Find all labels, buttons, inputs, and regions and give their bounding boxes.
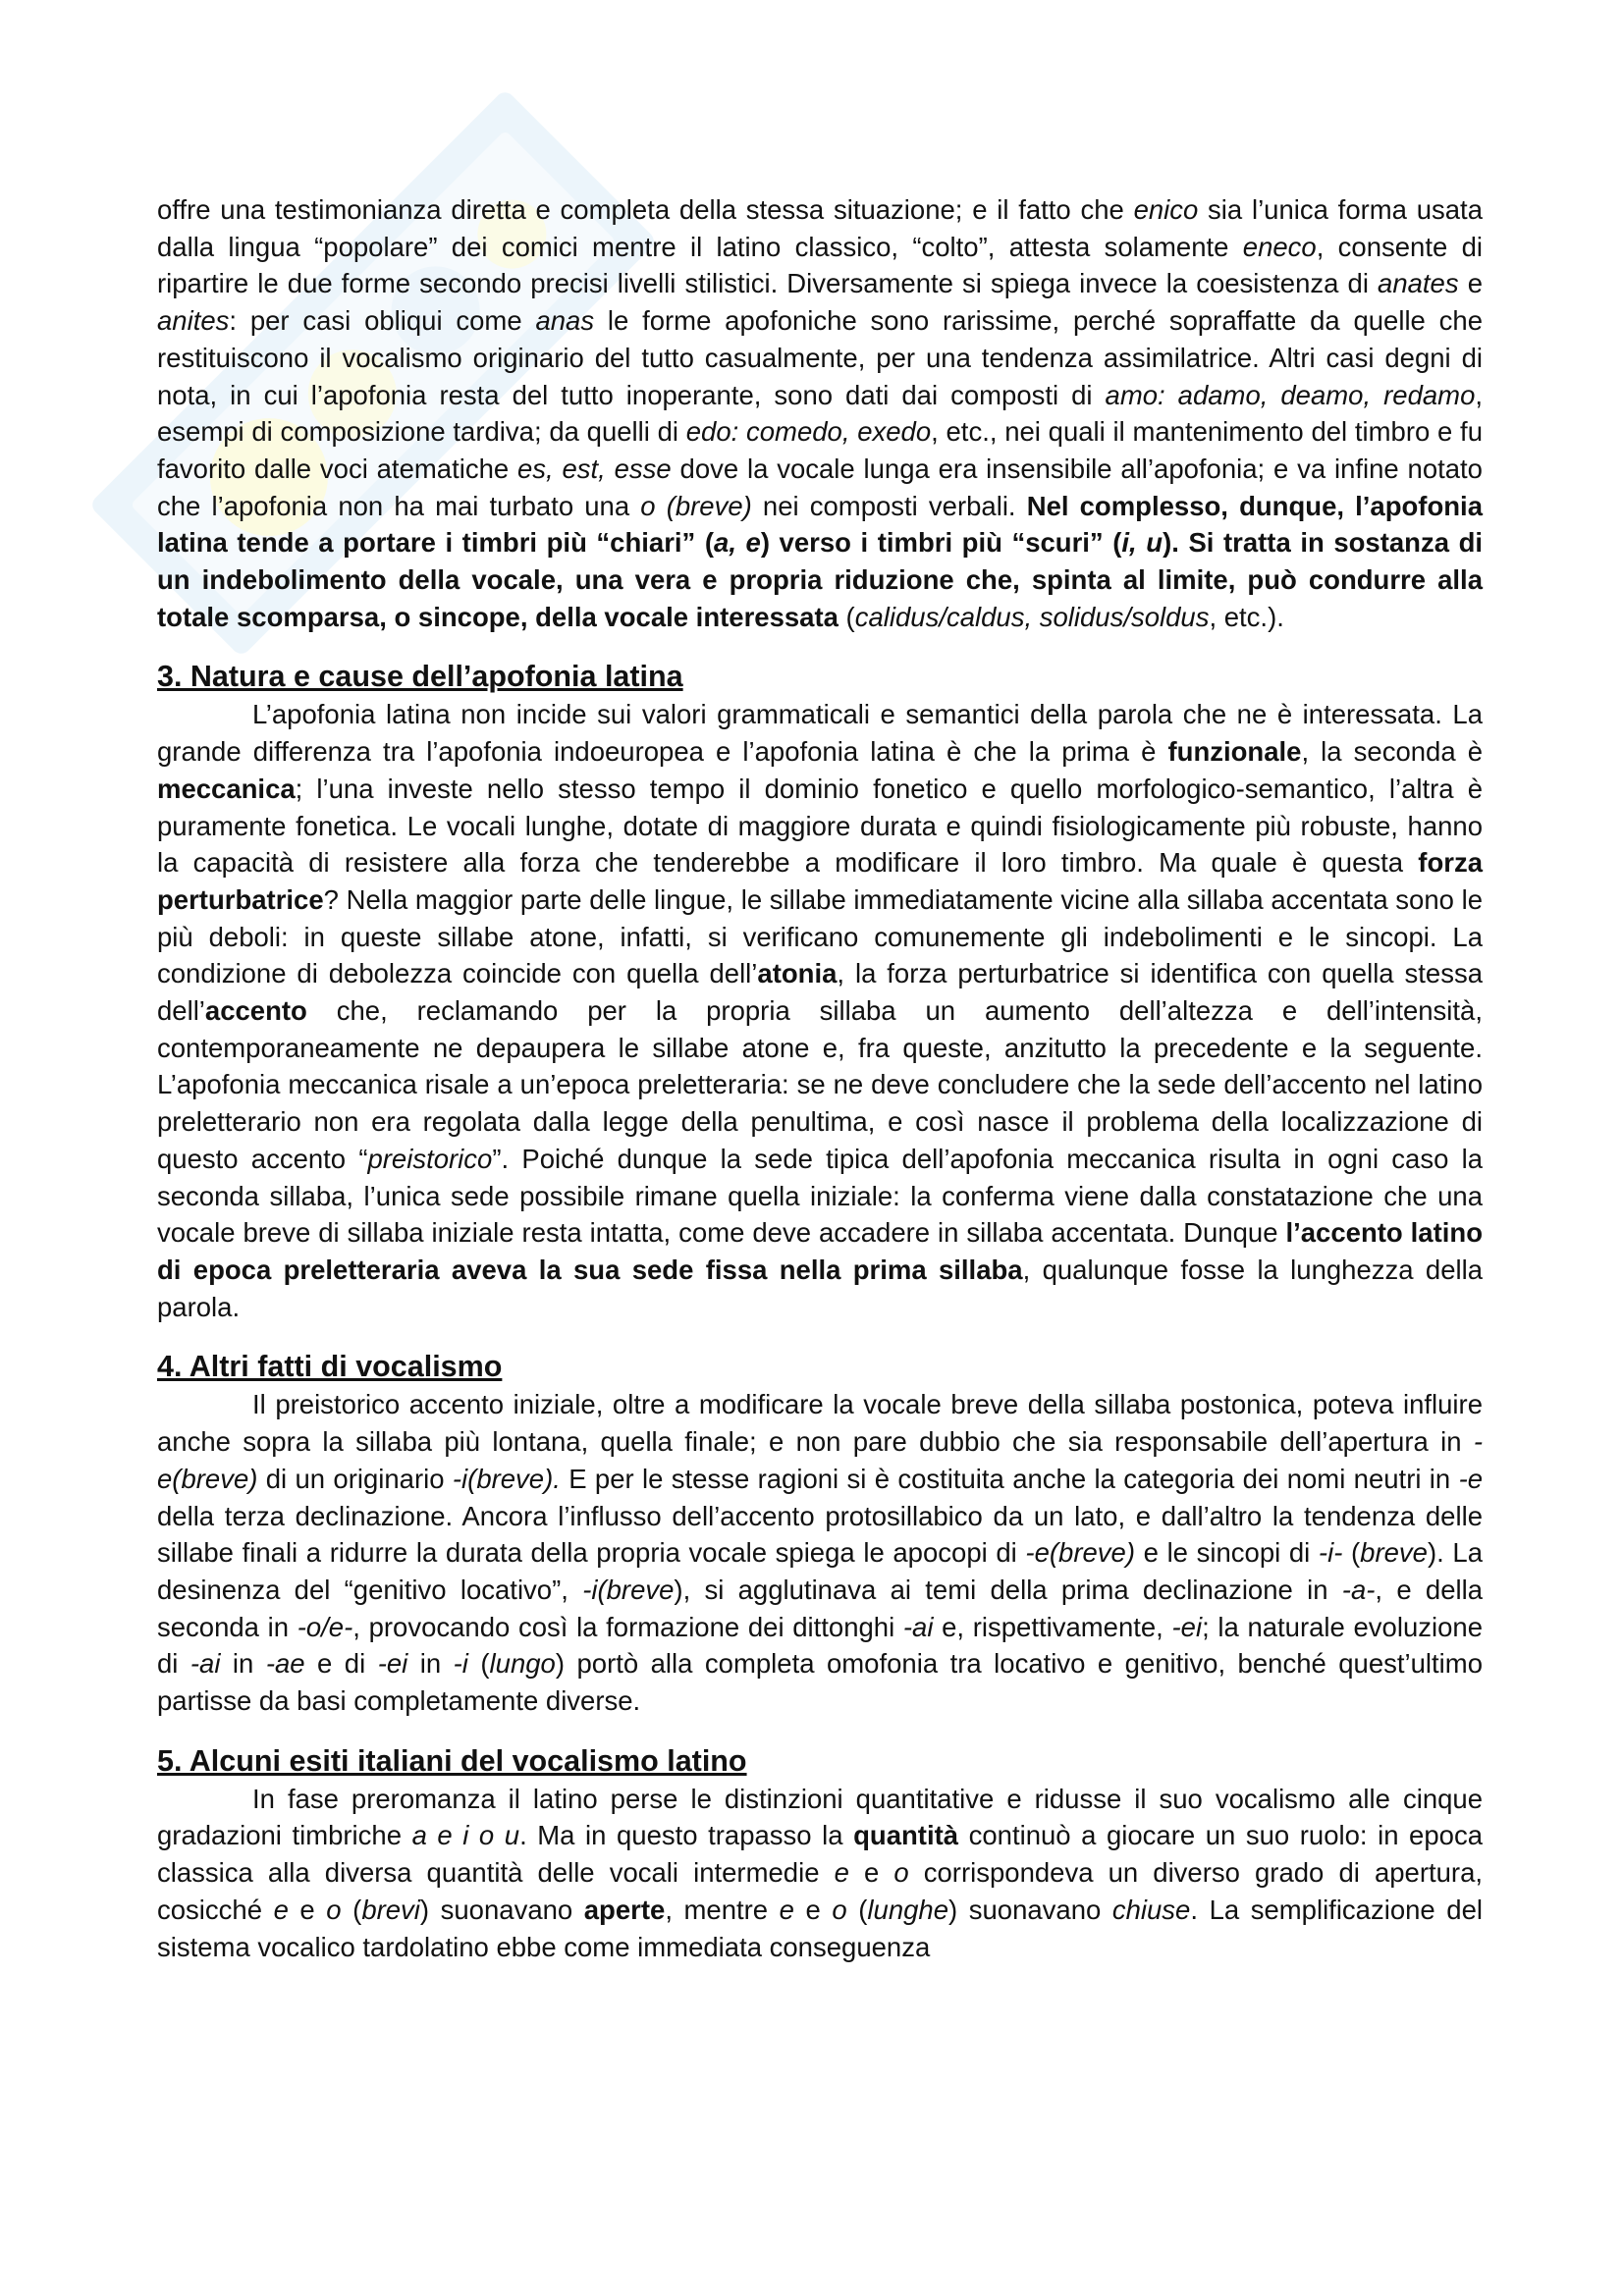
text-run: in [220, 1648, 266, 1680]
text-run: ) verso i timbri più “scuri” ( [760, 527, 1122, 559]
text-run: aperte [583, 1894, 666, 1925]
text-run: e [779, 1894, 794, 1925]
text-run: -o/e- [297, 1611, 353, 1642]
text-run: breve [606, 1574, 675, 1605]
text-run: e [288, 1894, 327, 1925]
text-run: quantità [853, 1820, 959, 1851]
text-run: lunghe [867, 1894, 949, 1925]
text-run: e [1458, 268, 1483, 299]
text-run: , mentre [665, 1894, 780, 1925]
text-run: -ae [265, 1648, 305, 1680]
page-content [157, 191, 1483, 1965]
text-run: o [893, 1857, 909, 1889]
text-run: -e(breve) [1025, 1537, 1135, 1569]
text-run: continuò a giocare un suo ruolo: in epoca classica alla diversa quantità delle vocali intermedie [157, 1820, 1483, 1889]
text-run: -i- [1318, 1537, 1343, 1569]
text-run: brevi [361, 1894, 420, 1925]
text-run: edo: comedo, exedo [685, 416, 932, 448]
text-run: o [326, 1894, 342, 1925]
text-run: ; l’una investe nello stesso tempo il dominio fonetico e quello morfologico-semantico, l’altra è puramente fonetica. Le vocali lunghe, dotate di maggiore durata e quindi fisiologicamente più robuste, hanno la capacità di resistere alla forza che tenderebbe a modificare il loro timbro. Ma quale è questa [157, 773, 1483, 879]
text-run: enico [1133, 194, 1199, 225]
text-run: , etc., nei quali il mantenimento del timbro e fu favorito dalle voci atematiche [157, 416, 1483, 484]
text-run: amo: adamo, deamo, redamo [1105, 379, 1476, 410]
text-run: della terza declinazione. Ancora l’influsso dell’accento protosillabico da un lato, e dall’altro la tendenza delle sillabe finali a ridurre la durata della propria vocale spiega le apocopi di [157, 1500, 1483, 1569]
text-run: di un originario [257, 1463, 453, 1494]
text-run: -ei [1171, 1611, 1203, 1642]
text-run: e di [304, 1648, 378, 1680]
text-run: -ai [189, 1648, 221, 1680]
text-run: ”. Poiché dunque la sede tipica dell’apofonia meccanica risulta in ogni caso la seconda sillaba, l’unica sede possibile rimane quella iniziale: la conferma viene dalla constatazione che una vocale breve di sillaba iniziale resta intatta, come deve accadere in sillaba accentata. Dunque [157, 1143, 1483, 1249]
text-run: , provocando così la formazione dei dittonghi [352, 1611, 903, 1642]
text-run: eneco [1242, 231, 1317, 262]
text-run: anates [1378, 268, 1459, 299]
paragraph-intro [157, 191, 1483, 635]
text-run: ( [341, 1894, 362, 1925]
text-run: l’accento latino di epoca preletteraria aveva la sua sede fissa nella prima sillaba [157, 1217, 1483, 1285]
text-run: , etc.). [1209, 601, 1284, 632]
text-run: i, u [1121, 527, 1163, 559]
text-run: offre una testimonianza diretta e completa della stessa situazione; e il fatto che [157, 194, 1134, 225]
text-run: , la forza perturbatrice si identifica con quella stessa dell’ [157, 958, 1484, 1027]
text-run: -e(breve) [157, 1426, 1483, 1494]
text-run: ? Nella maggior parte delle lingue, le sillabe immediatamente vicine alla sillaba accentata sono le più deboli: in queste sillabe atone, infatti, si verificano comunemente gli indebolimenti e le sincopi. La condizione di debolezza coincide con quella dell’ [157, 883, 1483, 989]
text-run: ( [1342, 1537, 1361, 1569]
text-run: , qualunque fosse la lunghezza della parola. [157, 1254, 1483, 1322]
heading-section-4: 4. Altri fatti di vocalismo [157, 1350, 503, 1384]
text-run: lungo [489, 1648, 556, 1680]
text-run: -ei [377, 1648, 408, 1680]
text-run: , consente di ripartire le due forme secondo precisi livelli stilistici. Diversamente si spiega invece la coesistenza di [157, 231, 1484, 299]
text-run: calidus/caldus, solidus/soldus [854, 601, 1210, 632]
text-run: ( [846, 1894, 868, 1925]
paragraph-section-5 [157, 1781, 1483, 1966]
text-run: meccanica [157, 773, 296, 804]
text-run: a, e [714, 527, 761, 559]
text-run: dove la vocale lunga era insensibile all’apofonia; e va infine notato che l’apofonia non ha mai turbato una [157, 453, 1483, 521]
text-run: accento [204, 995, 307, 1027]
text-run: le forme apofoniche sono rarissime, perché sopraffatte da quelle che restituiscono il vocalismo originario del tutto casualmente, per una tendenza assimilatrice. Altri casi degni di nota, in cui l’apofonia resta del tutto inoperante, sono dati dai composti di [157, 305, 1483, 410]
text-run: ( [838, 601, 855, 632]
text-run: e le sincopi di [1134, 1537, 1319, 1569]
text-run: . Ma in questo trapasso la [519, 1820, 854, 1851]
text-run: o (breve) [640, 490, 752, 521]
text-run: -ai [902, 1611, 934, 1642]
text-run: -e [1458, 1463, 1484, 1494]
text-run: corrispondeva un diverso grado di apertura, cosicché [157, 1857, 1484, 1925]
text-run: breve [1360, 1537, 1428, 1569]
text-run: ). La desinenza del “genitivo locativo”, [157, 1537, 1484, 1605]
text-run: e [793, 1894, 833, 1925]
text-run: in [407, 1648, 454, 1680]
text-run: -i(breve). [452, 1463, 561, 1494]
text-run: atonia [757, 958, 838, 989]
text-run: . La semplificazione del sistema vocalico tardolatino ebbe come immediata conseguenza [157, 1894, 1483, 1962]
text-run: o [832, 1894, 847, 1925]
text-run: -a- [1341, 1574, 1376, 1605]
text-run: anas [535, 305, 595, 337]
text-run: -i [453, 1648, 468, 1680]
heading-section-5: 5. Alcuni esiti italiani del vocalismo latino [157, 1743, 747, 1778]
text-run: ). Si tratta in sostanza di un indebolimento della vocale, una vera e propria riduzione che, spinta al limite, può condurre alla totale scomparsa, o sincope, della vocale interessata [157, 527, 1484, 632]
text-run: , la seconda è [1301, 736, 1483, 768]
paragraph-section-3 [157, 696, 1483, 1325]
text-run: e [848, 1857, 894, 1889]
text-run: forza perturbatrice [157, 847, 1483, 915]
heading-section-3: 3. Natura e cause dell’apofonia latina [157, 660, 683, 694]
text-run: preistorico [367, 1143, 493, 1174]
text-run: -i( [582, 1574, 607, 1605]
text-run: e [834, 1857, 849, 1889]
text-run: a e i o u [411, 1820, 520, 1851]
text-run: chiuse [1111, 1894, 1191, 1925]
text-run: nei composti verbali. [751, 490, 1027, 521]
text-run: Il preistorico accento iniziale, oltre a modificare la vocale breve della sillaba postonica, poteva influire anche sopra la sillaba più lontana, quella finale; e non pare dubbio che sia responsabile dell’apertura in [157, 1389, 1483, 1458]
text-run: ; la naturale evoluzione di [157, 1611, 1483, 1680]
text-run: ) portò alla completa omofonia tra locativo e genitivo, benché quest’ultimo partisse da basi completamente diverse. [157, 1648, 1483, 1717]
text-run: funzionale [1167, 736, 1302, 768]
text-run: In fase preromanza il latino perse le distinzioni quantitative e ridusse il suo vocalismo alle cinque gradazioni timbriche [157, 1783, 1483, 1851]
paragraph-section-4 [157, 1386, 1483, 1719]
text-run: , esempi di composizione tardiva; da quelli di [157, 379, 1483, 448]
text-run: ) suonavano [948, 1894, 1112, 1925]
text-run: e, rispettivamente, [933, 1611, 1172, 1642]
text-run: , e della seconda in [157, 1574, 1484, 1642]
text-run: : per casi obliqui come [229, 305, 536, 337]
text-run: ) suonavano [419, 1894, 584, 1925]
text-run: anites [157, 305, 230, 337]
text-run: ( [467, 1648, 490, 1680]
text-run: Nel complesso, dunque, l’apofonia latina tende a portare i timbri più “chiari” ( [157, 490, 1483, 559]
text-run: che, reclamando per la propria sillaba un aumento dell’altezza e dell’intensità, contemporaneamente ne depaupera le sillabe atone e, fra queste, anzitutto la precedente e la seguente. L’apofonia meccanica risale a un’epoca preletteraria: se ne deve concludere che la sede dell’accento nel latino preletterario non era regolata dalla legge della penultima, e così nasce il problema della localizzazione di questo accento “ [157, 995, 1483, 1174]
text-run: sia l’unica forma usata dalla lingua “popolare” dei comici mentre il latino classico, “colto”, attesta solamente [157, 194, 1483, 262]
text-run: L’apofonia latina non incide sui valori grammaticali e semantici della parola che ne è interessata. La grande differenza tra l’apofonia indoeuropea e l’apofonia latina è che la prima è [157, 699, 1483, 768]
text-run: e [273, 1894, 289, 1925]
text-run: ), si agglutinava ai temi della prima declinazione in [674, 1574, 1342, 1605]
text-run: E per le stesse ragioni si è costituita anche la categoria dei nomi neutri in [560, 1463, 1459, 1494]
text-run: es, est, esse [516, 453, 672, 484]
